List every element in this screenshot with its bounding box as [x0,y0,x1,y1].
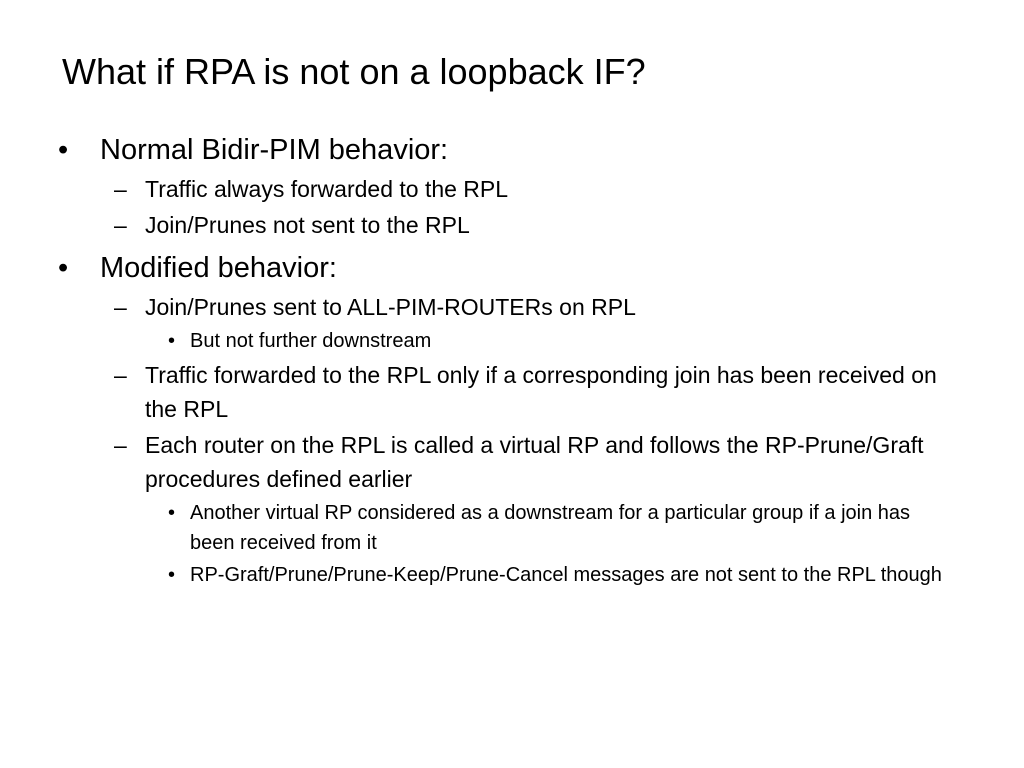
sub-bullet-text: Each router on the RPL is called a virtual RP and follows the RP-Prune/Graft procedures defined earlier [145,432,924,492]
dash-marker: – [114,176,127,202]
bullet-marker: • [58,252,69,284]
small-bullet-marker: • [168,330,176,352]
sub-bullet-join-prunes-not-sent [0,208,1024,242]
sub-sub-bullet-text: Another virtual RP considered as a downstream for a particular group if a join has been received from it [190,502,911,554]
sub-sub-bullet-another-virtual-rp [0,498,1024,558]
bullet-normal-bidir [0,130,1024,170]
sub-sub-bullet-rp-graft-messages [0,560,1024,590]
sub-bullet-virtual-rp [0,428,1024,496]
sub-sub-bullet-not-downstream [0,326,1024,356]
bullet-modified-behavior [0,248,1024,288]
sub-bullet-join-prunes-sent [0,290,1024,324]
sub-sub-bullet-text: RP-Graft/Prune/Prune-Keep/Prune-Cancel messages are not sent to the RPL though [190,564,942,586]
slide-content [0,126,1024,590]
dash-marker: – [114,432,127,458]
slide-title: What if RPA is not on a loopback IF? [62,51,646,92]
sub-sub-bullet-text: But not further downstream [190,330,432,352]
dash-marker: – [114,294,127,320]
bullet-text: Normal Bidir-PIM behavior: [100,134,449,166]
dash-marker: – [114,362,127,388]
sub-bullet-text: Join/Prunes sent to ALL-PIM-ROUTERs on RPL [145,294,636,320]
bullet-marker: • [58,134,69,166]
sub-bullet-traffic-forwarded-if-join [0,358,1024,426]
small-bullet-marker: • [168,502,176,524]
sub-bullet-text: Traffic always forwarded to the RPL [145,176,509,202]
sub-bullet-traffic-forwarded [0,172,1024,206]
bullet-text: Modified behavior: [100,252,337,284]
sub-bullet-text: Traffic forwarded to the RPL only if a corresponding join has been received on the RPL [145,362,937,422]
small-bullet-marker: • [168,564,176,586]
dash-marker: – [114,212,127,238]
sub-bullet-text: Join/Prunes not sent to the RPL [145,212,470,238]
